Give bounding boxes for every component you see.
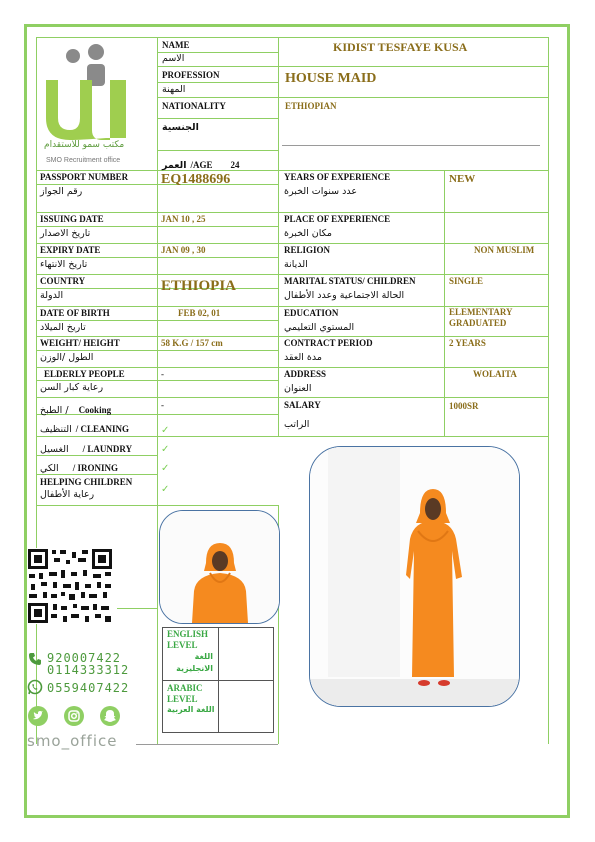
qr-code[interactable] bbox=[27, 548, 113, 624]
religion-label: RELIGION bbox=[284, 245, 331, 255]
nationality-value: ETHIOPIAN bbox=[285, 101, 337, 111]
twitter-icon[interactable] bbox=[28, 706, 48, 726]
place-exp-label-ar: مكان الخبرة bbox=[284, 228, 332, 239]
phone-number-2[interactable]: 0114333312 bbox=[47, 663, 130, 677]
years-exp-label-ar: عدد سنوات الخبرة bbox=[284, 186, 357, 197]
profession-label: PROFESSION bbox=[162, 70, 220, 80]
age-label-ar: العمر bbox=[162, 160, 187, 171]
children-check-icon: ✓ bbox=[161, 484, 170, 495]
expiry-label-ar: تاريخ الانتهاء bbox=[40, 259, 88, 270]
passport-label: PASSPORT NUMBER bbox=[40, 172, 129, 182]
marital-label: MARITAL STATUS/ CHILDREN bbox=[284, 276, 416, 286]
age-label: /AGE bbox=[190, 160, 213, 170]
education-value-1: ELEMENTARY bbox=[449, 307, 513, 317]
passport-value: EQ1488696 bbox=[161, 172, 231, 187]
salary-label-ar: الراتب bbox=[284, 419, 310, 430]
logo-text-ar: مكتب سمو للاستقدام bbox=[44, 140, 125, 150]
years-exp-value: NEW bbox=[449, 173, 476, 185]
place-exp-label: PLACE OF EXPERIENCE bbox=[284, 214, 391, 224]
cleaning-check-icon: ✓ bbox=[161, 425, 170, 436]
arabic-level-label-2: LEVEL bbox=[167, 694, 198, 704]
whatsapp-number[interactable]: 0559407422 bbox=[47, 681, 130, 695]
qr-code-icon bbox=[27, 548, 113, 624]
age-row bbox=[162, 155, 239, 173]
age-value: 24 bbox=[230, 160, 240, 170]
salary-value: 1000SR bbox=[449, 401, 479, 411]
education-label: EDUCATION bbox=[284, 308, 339, 318]
laundry-label: / LAUNDRY bbox=[82, 444, 133, 454]
weight-label: WEIGHT/ HEIGHT bbox=[40, 338, 120, 348]
education-value-2: GRADUATED bbox=[449, 318, 507, 328]
weight-value: 58 K.G / 157 cm bbox=[161, 338, 223, 348]
years-exp-label: YEARS OF EXPERIENCE bbox=[284, 172, 391, 182]
nationality-label: NATIONALITY bbox=[162, 101, 226, 111]
contract-value: 2 YEARS bbox=[449, 338, 486, 348]
ironing-label-ar: الكي bbox=[40, 463, 59, 474]
cooking-label: Cooking bbox=[78, 405, 112, 415]
cooking-row bbox=[40, 400, 111, 418]
ironing-check-icon: ✓ bbox=[161, 463, 170, 474]
social-handle[interactable]: smo_office bbox=[27, 732, 118, 750]
english-level-label: ENGLISH bbox=[167, 629, 209, 639]
country-value: ETHIOPIA bbox=[161, 278, 237, 294]
phone-icon bbox=[28, 652, 42, 666]
arabic-level-label-ar: اللغة العربية bbox=[167, 705, 215, 714]
english-level-label-2: LEVEL bbox=[167, 640, 198, 650]
cooking-value: - bbox=[161, 400, 164, 410]
children-label-ar: رعاية الأطفال bbox=[40, 489, 95, 500]
nationality-label-ar: الجنسية bbox=[162, 122, 199, 133]
salary-label: SALARY bbox=[284, 400, 321, 410]
elderly-label: ELDERLY PEOPLE bbox=[44, 369, 125, 379]
logo bbox=[40, 40, 152, 168]
issuing-value: JAN 10 , 25 bbox=[161, 214, 206, 224]
profession-value: HOUSE MAID bbox=[285, 71, 377, 86]
elderly-label-ar: رعاية كبار السن bbox=[40, 382, 104, 393]
weight-label-ar: الطول /الوزن bbox=[40, 352, 94, 363]
logo-text-en: SMO Recruitment office bbox=[46, 157, 121, 164]
laundry-label-ar: الغسيل bbox=[40, 444, 69, 455]
full-body-figure-icon bbox=[310, 447, 519, 706]
contract-label: CONTRACT PERIOD bbox=[284, 338, 373, 348]
marital-value: SINGLE bbox=[449, 276, 484, 286]
country-label: COUNTRY bbox=[40, 276, 86, 286]
laundry-check-icon: ✓ bbox=[161, 444, 170, 455]
issuing-label: ISSUING DATE bbox=[40, 214, 104, 224]
passport-label-ar: رقم الجواز bbox=[40, 186, 83, 197]
religion-label-ar: الديانة bbox=[284, 259, 308, 270]
address-label: ADDRESS bbox=[284, 369, 327, 379]
full-body-photo bbox=[309, 446, 520, 707]
education-label-ar: المستوي التعليمي bbox=[284, 322, 355, 333]
dob-label: DATE OF BIRTH bbox=[40, 308, 110, 318]
address-label-ar: العنوان bbox=[284, 383, 312, 394]
name-label-ar: الاسم bbox=[162, 53, 185, 64]
phone-number-1[interactable]: 920007422 bbox=[47, 651, 122, 665]
whatsapp-icon bbox=[27, 679, 43, 695]
arabic-level-label: ARABIC bbox=[167, 683, 203, 693]
name-label: NAME bbox=[162, 40, 190, 50]
ironing-row bbox=[40, 458, 118, 476]
country-label-ar: الدولة bbox=[40, 290, 64, 301]
english-level-label-ar: اللغة الانجليزية bbox=[176, 652, 213, 673]
cleaning-row bbox=[40, 419, 129, 437]
language-box bbox=[162, 627, 274, 733]
elderly-value: - bbox=[161, 369, 164, 379]
expiry-value: JAN 09 , 30 bbox=[161, 245, 206, 255]
issuing-label-ar: تاريخ الاصدار bbox=[40, 228, 91, 239]
children-label: HELPING CHILDREN bbox=[40, 477, 133, 487]
expiry-label: EXPIRY DATE bbox=[40, 245, 101, 255]
instagram-icon[interactable] bbox=[64, 706, 84, 726]
laundry-row bbox=[40, 439, 132, 457]
ironing-label: / IRONING bbox=[72, 463, 118, 473]
contract-label-ar: مدة العقد bbox=[284, 352, 322, 363]
logo-mark-icon bbox=[40, 40, 152, 140]
cleaning-label-ar: التنظيف bbox=[40, 424, 72, 435]
cleaning-label: / CLEANING bbox=[75, 424, 130, 434]
dob-value: FEB 02, 01 bbox=[178, 308, 221, 318]
marital-label-ar: الحالة الاجتماعية وعدد الأطفال bbox=[284, 290, 405, 301]
religion-value: NON MUSLIM bbox=[474, 245, 535, 255]
portrait-photo bbox=[159, 510, 280, 624]
snapchat-icon[interactable] bbox=[100, 706, 120, 726]
profession-label-ar: المهنة bbox=[162, 84, 186, 95]
address-value: WOLAITA bbox=[473, 369, 517, 379]
cooking-label-ar: الطبخ / bbox=[40, 405, 69, 416]
dob-label-ar: تاريخ الميلاد bbox=[40, 322, 86, 333]
name-value: KIDIST TESFAYE KUSA bbox=[333, 40, 468, 54]
portrait-figure-icon bbox=[160, 511, 279, 623]
